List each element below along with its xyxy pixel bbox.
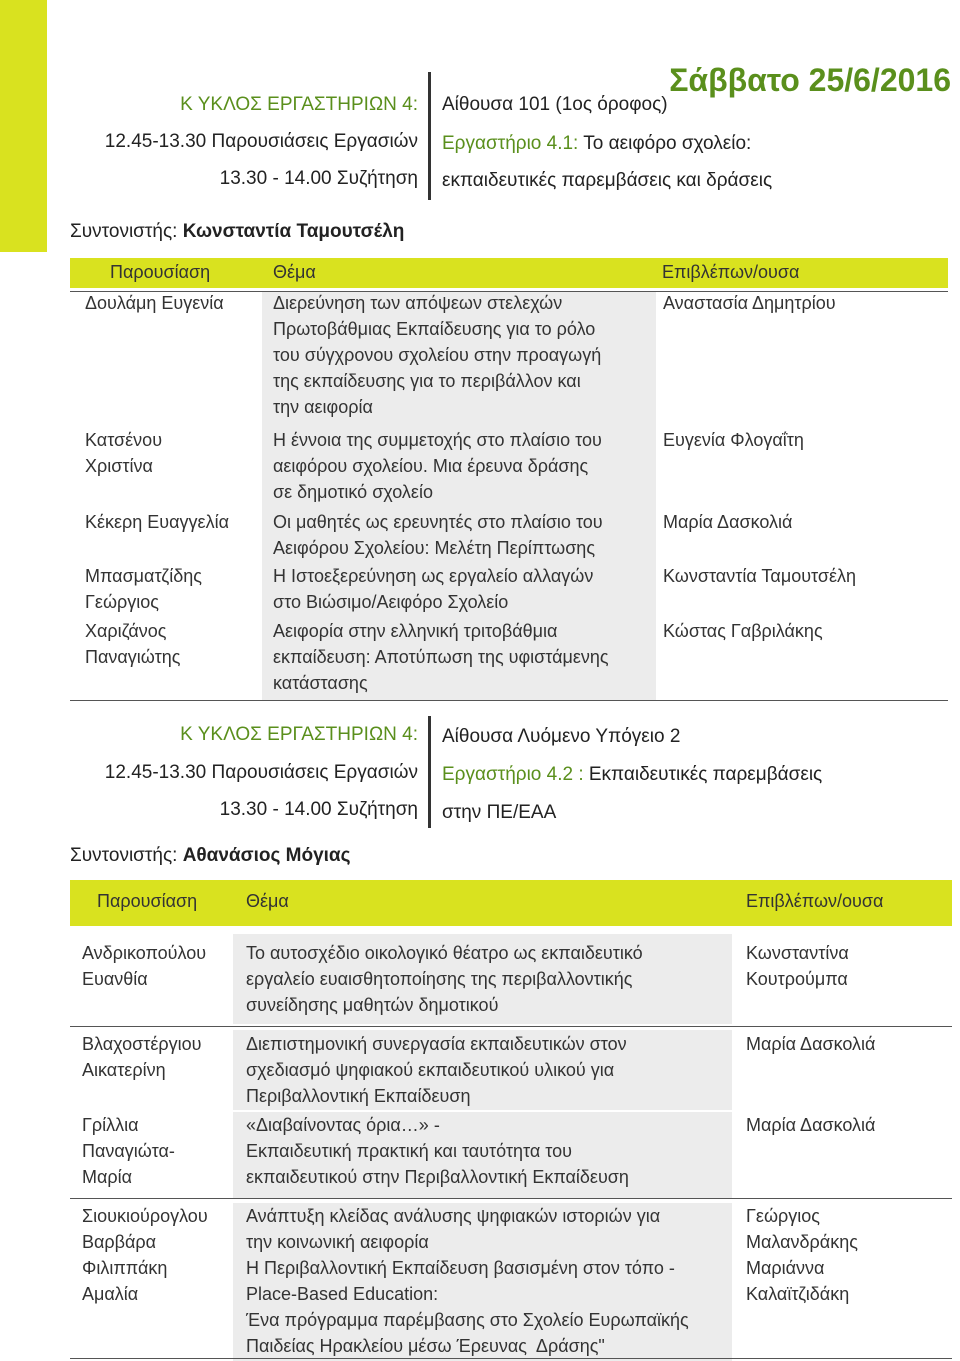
workshop-title-part2: εκπαιδευτικές παρεμβάσεις και δράσεις — [442, 170, 773, 191]
workshop-title-2-part2: στην ΠΕ/ΕΑΑ — [442, 802, 557, 823]
supervisor: Γεώργιος Μαλανδράκης — [746, 1206, 858, 1252]
workshop-number: Εργαστήριο 4.1: — [442, 133, 579, 154]
date: Σάββατο 25/6/2016 — [669, 62, 951, 98]
presentations-time: 12.45-13.30 Παρουσιάσεις Εργασιών — [104, 131, 418, 152]
topic: Διερεύνηση των απόψεων στελεχών Πρωτοβάθμιας Εκπαίδευσης για το ρόλο του σύγχρονου σχολείου στην προαγωγή της εκπαίδευσης για το περιβάλλον και την αειφορία — [273, 293, 602, 417]
supervisor: Κωνσταντία Ταμουτσέλη — [663, 566, 857, 586]
row-divider — [70, 1026, 952, 1027]
topic: Διεπιστημονική συνεργασία εκπαιδευτικών στον σχεδιασμό ψηφιακού εκπαιδευτικού υλικού για Περιβαλλοντική Εκπαίδευση — [246, 1034, 627, 1106]
presenter: Γρίλλια Παναγιώτα- Μαρία — [82, 1115, 175, 1187]
coordinator — [70, 221, 404, 243]
col-presenter-header: Παρουσίαση — [110, 262, 211, 282]
presentations-time-2: 12.45-13.30 Παρουσιάσεις Εργασιών — [104, 762, 418, 783]
supervisor: Ευγενία Φλογαΐτη — [663, 430, 804, 450]
presenter: Μπασματζίδης Γεώργιος — [85, 566, 202, 612]
topic: «Διαβαίνοντας όρια…» - Εκπαιδευτική πρακτική και ταυτότητα του εκπαιδευτικού στην Περιβαλλοντική Εκπαίδευση — [246, 1115, 629, 1187]
room-2: Αίθουσα Λυόμενο Υπόγειο 2 — [442, 726, 681, 747]
supervisor: Μαριάννα Καλαϊτζιδάκη — [746, 1258, 850, 1304]
table2-header — [70, 880, 952, 926]
presenter: Φιλιππάκη Αμαλία — [82, 1258, 168, 1304]
coordinator-label: Συντονιστής: — [70, 221, 183, 242]
topic: Ανάπτυξη κλείδας ανάλυσης ψηφιακών ιστοριών για την κοινωνική αειφορία — [246, 1206, 661, 1252]
cycle-title: Κ ΥΚΛΟΣ ΕΡΓΑΣΤΗΡΙΩΝ 4: — [180, 94, 418, 115]
table1-bottom-rule — [70, 700, 948, 701]
supervisor: Μαρία Δασκολιά — [746, 1034, 876, 1054]
header-divider — [428, 72, 431, 200]
presenter: Σιουκιούρογλου Βαρβάρα — [82, 1206, 208, 1252]
topic: Αειφορία στην ελληνική τριτοβάθμια εκπαίδευση: Αποτύπωση της υφιστάμενης κατάστασης — [273, 621, 609, 693]
topic: Η έννοια της συμμετοχής στο πλαίσιο του αειφόρου σχολείου. Μια έρευνα δράσης σε δημοτικό σχολείο — [273, 430, 602, 502]
supervisor: Κωνσταντίνα Κουτρούμπα — [746, 943, 849, 989]
table1-header — [70, 258, 948, 288]
presenter: Κέκερη Ευαγγελία — [85, 512, 229, 532]
col-supervisor-header: Επιβλέπων/ουσα — [662, 262, 800, 282]
topic: Η Ιστοεξερεύνηση ως εργαλείο αλλαγών στο Βιώσιμο/Αειφόρο Σχολείο — [273, 566, 594, 612]
col-supervisor-header-2: Επιβλέπων/ουσα — [746, 891, 884, 911]
col-presenter-header-2: Παρουσίαση — [97, 891, 198, 911]
header-divider-2 — [428, 716, 431, 828]
topic: Η Περιβαλλοντική Εκπαίδευση βασισμένη στον τόπο - Place-Based Education: Ένα πρόγραμμα παρέμβασης στο Σχολείο Ευρωπαϊκής Παιδείας Ηρακλείου μέσω Έρευνας Δράσης" — [246, 1258, 689, 1356]
cycle-title-2: Κ ΥΚΛΟΣ ΕΡΓΑΣΤΗΡΙΩΝ 4: — [180, 724, 418, 745]
col-topic-header: Θέμα — [273, 262, 316, 282]
workshop-number-2: Εργαστήριο 4.2 : — [442, 764, 584, 785]
row-divider — [70, 1198, 952, 1199]
presenter: Κατσένου Χριστίνα — [85, 430, 163, 476]
presenter: Δουλάμη Ευγενία — [85, 293, 224, 313]
topic: Το αυτοσχέδιο οικολογικό θέατρο ως εκπαιδευτικό εργαλείο ευαισθητοποίησης της περιβαλλοντικής συνείδησης μαθητών δημοτικού — [246, 943, 643, 1015]
discussion-time-2: 13.30 - 14.00 Συζήτηση — [219, 799, 418, 820]
topic: Οι μαθητές ως ερευνητές στο πλαίσιο του Αειφόρου Σχολείου: Μελέτη Περίπτωσης — [273, 512, 603, 558]
supervisor: Μαρία Δασκολιά — [663, 512, 793, 532]
discussion-time: 13.30 - 14.00 Συζήτηση — [219, 168, 418, 189]
supervisor: Αναστασία Δημητρίου — [663, 293, 836, 313]
presenter: Ανδρικοπούλου Ευανθία — [82, 943, 207, 989]
coordinator-2 — [70, 845, 351, 867]
col-topic-header-2: Θέμα — [246, 891, 289, 911]
decorative-side-bar — [0, 0, 47, 252]
coordinator-label-2: Συντονιστής: — [70, 845, 183, 866]
room: Αίθουσα 101 (1ος όροφος) — [442, 94, 668, 115]
workshop-title-2-part1: Εκπαιδευτικές παρεμβάσεις — [583, 764, 823, 785]
presenter: Χαριζάνος Παναγιώτης — [85, 621, 181, 667]
presenter: Βλαχοστέργιου Αικατερίνη — [82, 1034, 202, 1080]
supervisor: Μαρία Δασκολιά — [746, 1115, 876, 1135]
coordinator-name: Κωνσταντία Ταμουτσέλη — [182, 221, 405, 242]
supervisor: Κώστας Γαβριλάκης — [663, 621, 823, 641]
workshop-title — [442, 133, 751, 155]
coordinator-name-2: Αθανάσιος Μόγιας — [182, 845, 351, 866]
workshop-title-part1: Το αειφόρο σχολείο: — [578, 133, 752, 154]
workshop-title-2 — [442, 764, 822, 786]
